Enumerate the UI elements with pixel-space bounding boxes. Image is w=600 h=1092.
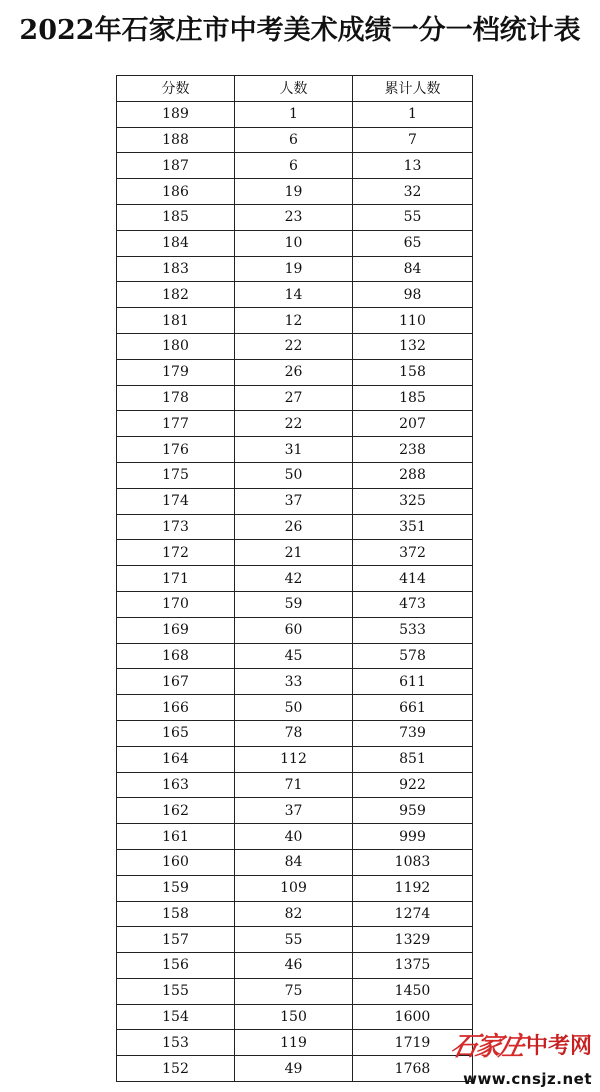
table-row [117,179,473,205]
table-row [117,927,473,953]
cell-score: 163 [117,772,235,798]
header-cumulative: 累计人数 [353,76,473,102]
score-table [116,75,473,1082]
watermark-url: www.cnsjz.net [463,1070,592,1088]
cell-count: 33 [235,669,353,695]
cell-cumulative: 325 [353,488,473,514]
table-row [117,643,473,669]
cell-cumulative: 1192 [353,875,473,901]
cell-score: 159 [117,875,235,901]
cell-cumulative: 1083 [353,849,473,875]
cell-count: 31 [235,437,353,463]
cell-score: 161 [117,824,235,850]
cell-count: 71 [235,772,353,798]
table-row [117,411,473,437]
table-row [117,256,473,282]
cell-count: 109 [235,875,353,901]
table-row [117,617,473,643]
cell-cumulative: 351 [353,514,473,540]
table-row [117,333,473,359]
table-row [117,101,473,127]
cell-count: 26 [235,514,353,540]
table-row [117,437,473,463]
cell-count: 27 [235,385,353,411]
cell-count: 50 [235,462,353,488]
cell-cumulative: 922 [353,772,473,798]
cell-count: 37 [235,488,353,514]
cell-score: 181 [117,308,235,334]
cell-score: 152 [117,1056,235,1082]
cell-cumulative: 55 [353,204,473,230]
cell-cumulative: 1 [353,101,473,127]
cell-cumulative: 1329 [353,927,473,953]
watermark-site-name: 中考网 [525,1033,592,1059]
cell-cumulative: 959 [353,798,473,824]
page-title: 2022年石家庄市中考美术成绩一分一档统计表 [19,15,581,46]
cell-count: 40 [235,824,353,850]
cell-cumulative: 851 [353,746,473,772]
cell-cumulative: 1450 [353,978,473,1004]
cell-count: 22 [235,333,353,359]
cell-count: 45 [235,643,353,669]
cell-score: 165 [117,720,235,746]
cell-score: 173 [117,514,235,540]
cell-cumulative: 288 [353,462,473,488]
cell-count: 10 [235,230,353,256]
watermark-logo [448,1026,592,1062]
table-row [117,1056,473,1082]
cell-cumulative: 185 [353,385,473,411]
cell-cumulative: 32 [353,179,473,205]
cell-count: 23 [235,204,353,230]
cell-score: 174 [117,488,235,514]
cell-cumulative: 661 [353,695,473,721]
table-row [117,978,473,1004]
cell-count: 22 [235,411,353,437]
table-body [117,101,473,1081]
watermark-brush-text: 石家庄 [448,1031,527,1062]
cell-count: 6 [235,127,353,153]
cell-cumulative: 1600 [353,1004,473,1030]
cell-cumulative: 132 [353,333,473,359]
cell-score: 154 [117,1004,235,1030]
cell-cumulative: 110 [353,308,473,334]
cell-score: 189 [117,101,235,127]
cell-count: 49 [235,1056,353,1082]
cell-count: 82 [235,901,353,927]
cell-count: 150 [235,1004,353,1030]
cell-score: 162 [117,798,235,824]
cell-score: 160 [117,849,235,875]
cell-count: 55 [235,927,353,953]
header-count: 人数 [235,76,353,102]
cell-cumulative: 414 [353,566,473,592]
cell-count: 26 [235,359,353,385]
cell-score: 176 [117,437,235,463]
cell-count: 46 [235,953,353,979]
watermark [442,1026,592,1088]
cell-count: 19 [235,256,353,282]
cell-count: 119 [235,1030,353,1056]
cell-count: 1 [235,101,353,127]
table-row [117,746,473,772]
cell-count: 112 [235,746,353,772]
cell-score: 164 [117,746,235,772]
cell-score: 178 [117,385,235,411]
table-row [117,488,473,514]
cell-score: 187 [117,153,235,179]
cell-score: 186 [117,179,235,205]
table-row [117,669,473,695]
table-row [117,695,473,721]
table-row [117,282,473,308]
cell-score: 185 [117,204,235,230]
table-row [117,308,473,334]
cell-cumulative: 1375 [353,953,473,979]
table-row [117,901,473,927]
table-row [117,462,473,488]
cell-score: 156 [117,953,235,979]
cell-count: 19 [235,179,353,205]
table-row [117,849,473,875]
cell-cumulative: 65 [353,230,473,256]
cell-cumulative: 238 [353,437,473,463]
cell-cumulative: 611 [353,669,473,695]
cell-score: 184 [117,230,235,256]
table-row [117,953,473,979]
cell-cumulative: 1719 [353,1030,473,1056]
table-row [117,514,473,540]
table-row [117,127,473,153]
table-row [117,875,473,901]
table-header-row [117,76,473,102]
cell-score: 175 [117,462,235,488]
cell-cumulative: 98 [353,282,473,308]
cell-count: 84 [235,849,353,875]
cell-score: 182 [117,282,235,308]
table-row [117,1004,473,1030]
table-row [117,204,473,230]
table-row [117,720,473,746]
cell-score: 180 [117,333,235,359]
cell-cumulative: 158 [353,359,473,385]
cell-count: 37 [235,798,353,824]
cell-count: 59 [235,591,353,617]
cell-count: 78 [235,720,353,746]
cell-cumulative: 739 [353,720,473,746]
cell-score: 172 [117,540,235,566]
cell-cumulative: 473 [353,591,473,617]
cell-count: 42 [235,566,353,592]
cell-cumulative: 207 [353,411,473,437]
table-row [117,230,473,256]
table-row [117,385,473,411]
cell-cumulative: 13 [353,153,473,179]
cell-score: 167 [117,669,235,695]
cell-count: 14 [235,282,353,308]
cell-score: 153 [117,1030,235,1056]
cell-count: 12 [235,308,353,334]
cell-cumulative: 999 [353,824,473,850]
cell-score: 171 [117,566,235,592]
cell-cumulative: 1768 [353,1056,473,1082]
cell-score: 158 [117,901,235,927]
cell-cumulative: 1274 [353,901,473,927]
cell-cumulative: 578 [353,643,473,669]
cell-count: 6 [235,153,353,179]
table-row [117,798,473,824]
table-row [117,540,473,566]
cell-score: 157 [117,927,235,953]
cell-count: 60 [235,617,353,643]
cell-count: 50 [235,695,353,721]
table-row [117,1030,473,1056]
cell-count: 75 [235,978,353,1004]
cell-score: 166 [117,695,235,721]
cell-cumulative: 372 [353,540,473,566]
cell-cumulative: 84 [353,256,473,282]
table-row [117,566,473,592]
table-row [117,591,473,617]
cell-score: 169 [117,617,235,643]
header-score: 分数 [117,76,235,102]
table-row [117,359,473,385]
cell-score: 168 [117,643,235,669]
cell-score: 179 [117,359,235,385]
table-row [117,772,473,798]
cell-score: 155 [117,978,235,1004]
cell-cumulative: 7 [353,127,473,153]
cell-count: 21 [235,540,353,566]
table-row [117,824,473,850]
cell-score: 177 [117,411,235,437]
cell-score: 188 [117,127,235,153]
table-row [117,153,473,179]
cell-score: 183 [117,256,235,282]
cell-cumulative: 533 [353,617,473,643]
cell-score: 170 [117,591,235,617]
